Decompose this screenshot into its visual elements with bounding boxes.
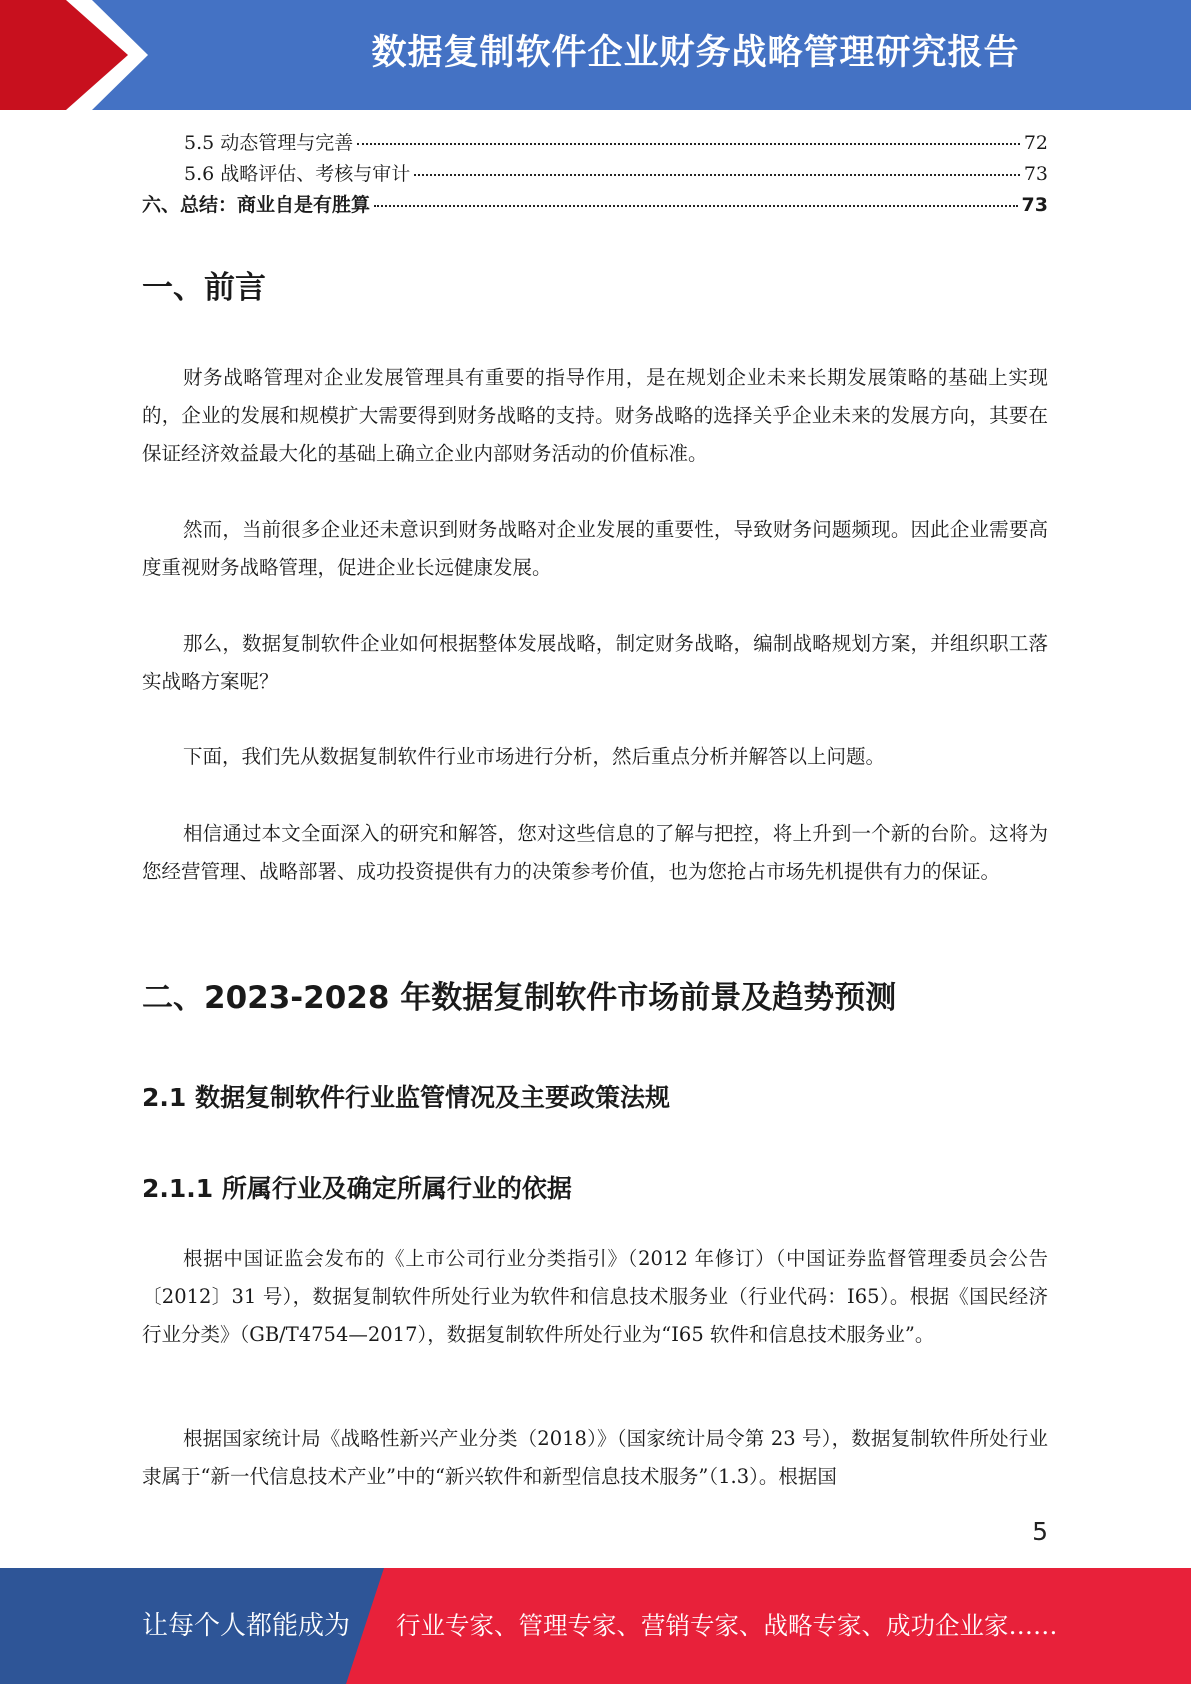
preface-paragraph-5: 相信通过本文全面深入的研究和解答，您对这些信息的了解与把控，将上升到一个新的台阶。这将为您经营管理、战略部署、成功投资提供有力的决策参考价值，也为您抢占市场先机提供有力的保证。 bbox=[142, 822, 1048, 883]
preface-paragraph-4: 下面，我们先从数据复制软件行业市场进行分析，然后重点分析并解答以上问题。 bbox=[183, 745, 886, 768]
footer-slogan-right: 行业专家、管理专家、营销专家、战略专家、成功企业家…… bbox=[396, 1611, 1058, 1640]
toc-entry[interactable] bbox=[142, 190, 1048, 221]
section-2-1-heading: 2.1 数据复制软件行业监管情况及主要政策法规 bbox=[142, 1083, 670, 1112]
toc-entry[interactable] bbox=[142, 128, 1048, 159]
page-number: 5 bbox=[1032, 1517, 1048, 1546]
preface-paragraph-3: 那么，数据复制软件企业如何根据整体发展战略，制定财务战略，编制战略规划方案，并组织职工落实战略方案呢？ bbox=[142, 632, 1048, 693]
toc-entry[interactable] bbox=[142, 159, 1048, 190]
toc-entry-page: 72 bbox=[1023, 132, 1048, 154]
chapter-2-heading: 二、2023-2028 年数据复制软件市场前景及趋势预测 bbox=[142, 980, 897, 1016]
toc-entry-label: 六、总结：商业自是有胜算 bbox=[142, 194, 371, 216]
page-header bbox=[0, 0, 1191, 110]
preface-heading: 一、前言 bbox=[142, 270, 266, 306]
section-2-1-1-paragraph-2: 根据国家统计局《战略性新兴产业分类（2018）》（国家统计局令第 23 号），数据复制软件所处行业隶属于“新一代信息技术产业”中的“新兴软件和新型信息技术服务”（1.3）。根据国 bbox=[142, 1427, 1048, 1488]
toc-entry-page: 73 bbox=[1021, 194, 1048, 216]
footer-slogan-left: 让每个人都能成为 bbox=[142, 1611, 351, 1641]
toc-leader-dots bbox=[357, 142, 1020, 145]
toc-entry-label: 5.5 动态管理与完善 bbox=[184, 132, 354, 154]
table-of-contents bbox=[142, 128, 1048, 221]
section-2-1-1-paragraph-1: 根据中国证监会发布的《上市公司行业分类指引》（2012 年修订）（中国证券监督管理委员会公告〔2012〕31 号），数据复制软件所处行业为软件和信息技术服务业（行业代码：I65）。根据《国民经济行业分类》（GB/T4754—2017），数据复制软件所处行业为“I65 软件和信息技术服务业”。 bbox=[142, 1247, 1048, 1346]
toc-leader-dots bbox=[414, 173, 1020, 176]
preface-paragraph-2: 然而，当前很多企业还未意识到财务战略对企业发展的重要性，导致财务问题频现。因此企业需要高度重视财务战略管理，促进企业长远健康发展。 bbox=[142, 518, 1048, 579]
toc-leader-dots bbox=[374, 204, 1018, 207]
toc-entry-label: 5.6 战略评估、考核与审计 bbox=[184, 163, 411, 185]
page-footer bbox=[0, 1568, 1191, 1684]
preface-paragraph-1: 财务战略管理对企业发展管理具有重要的指导作用，是在规划企业未来长期发展策略的基础上实现的，企业的发展和规模扩大需要得到财务战略的支持。财务战略的选择关乎企业未来的发展方向，其要在保证经济效益最大化的基础上确立企业内部财务活动的价值标准。 bbox=[142, 366, 1048, 465]
section-2-1-1-heading: 2.1.1 所属行业及确定所属行业的依据 bbox=[142, 1174, 572, 1203]
report-title: 数据复制软件企业财务战略管理研究报告 bbox=[371, 33, 1020, 73]
toc-entry-page: 73 bbox=[1023, 163, 1048, 185]
